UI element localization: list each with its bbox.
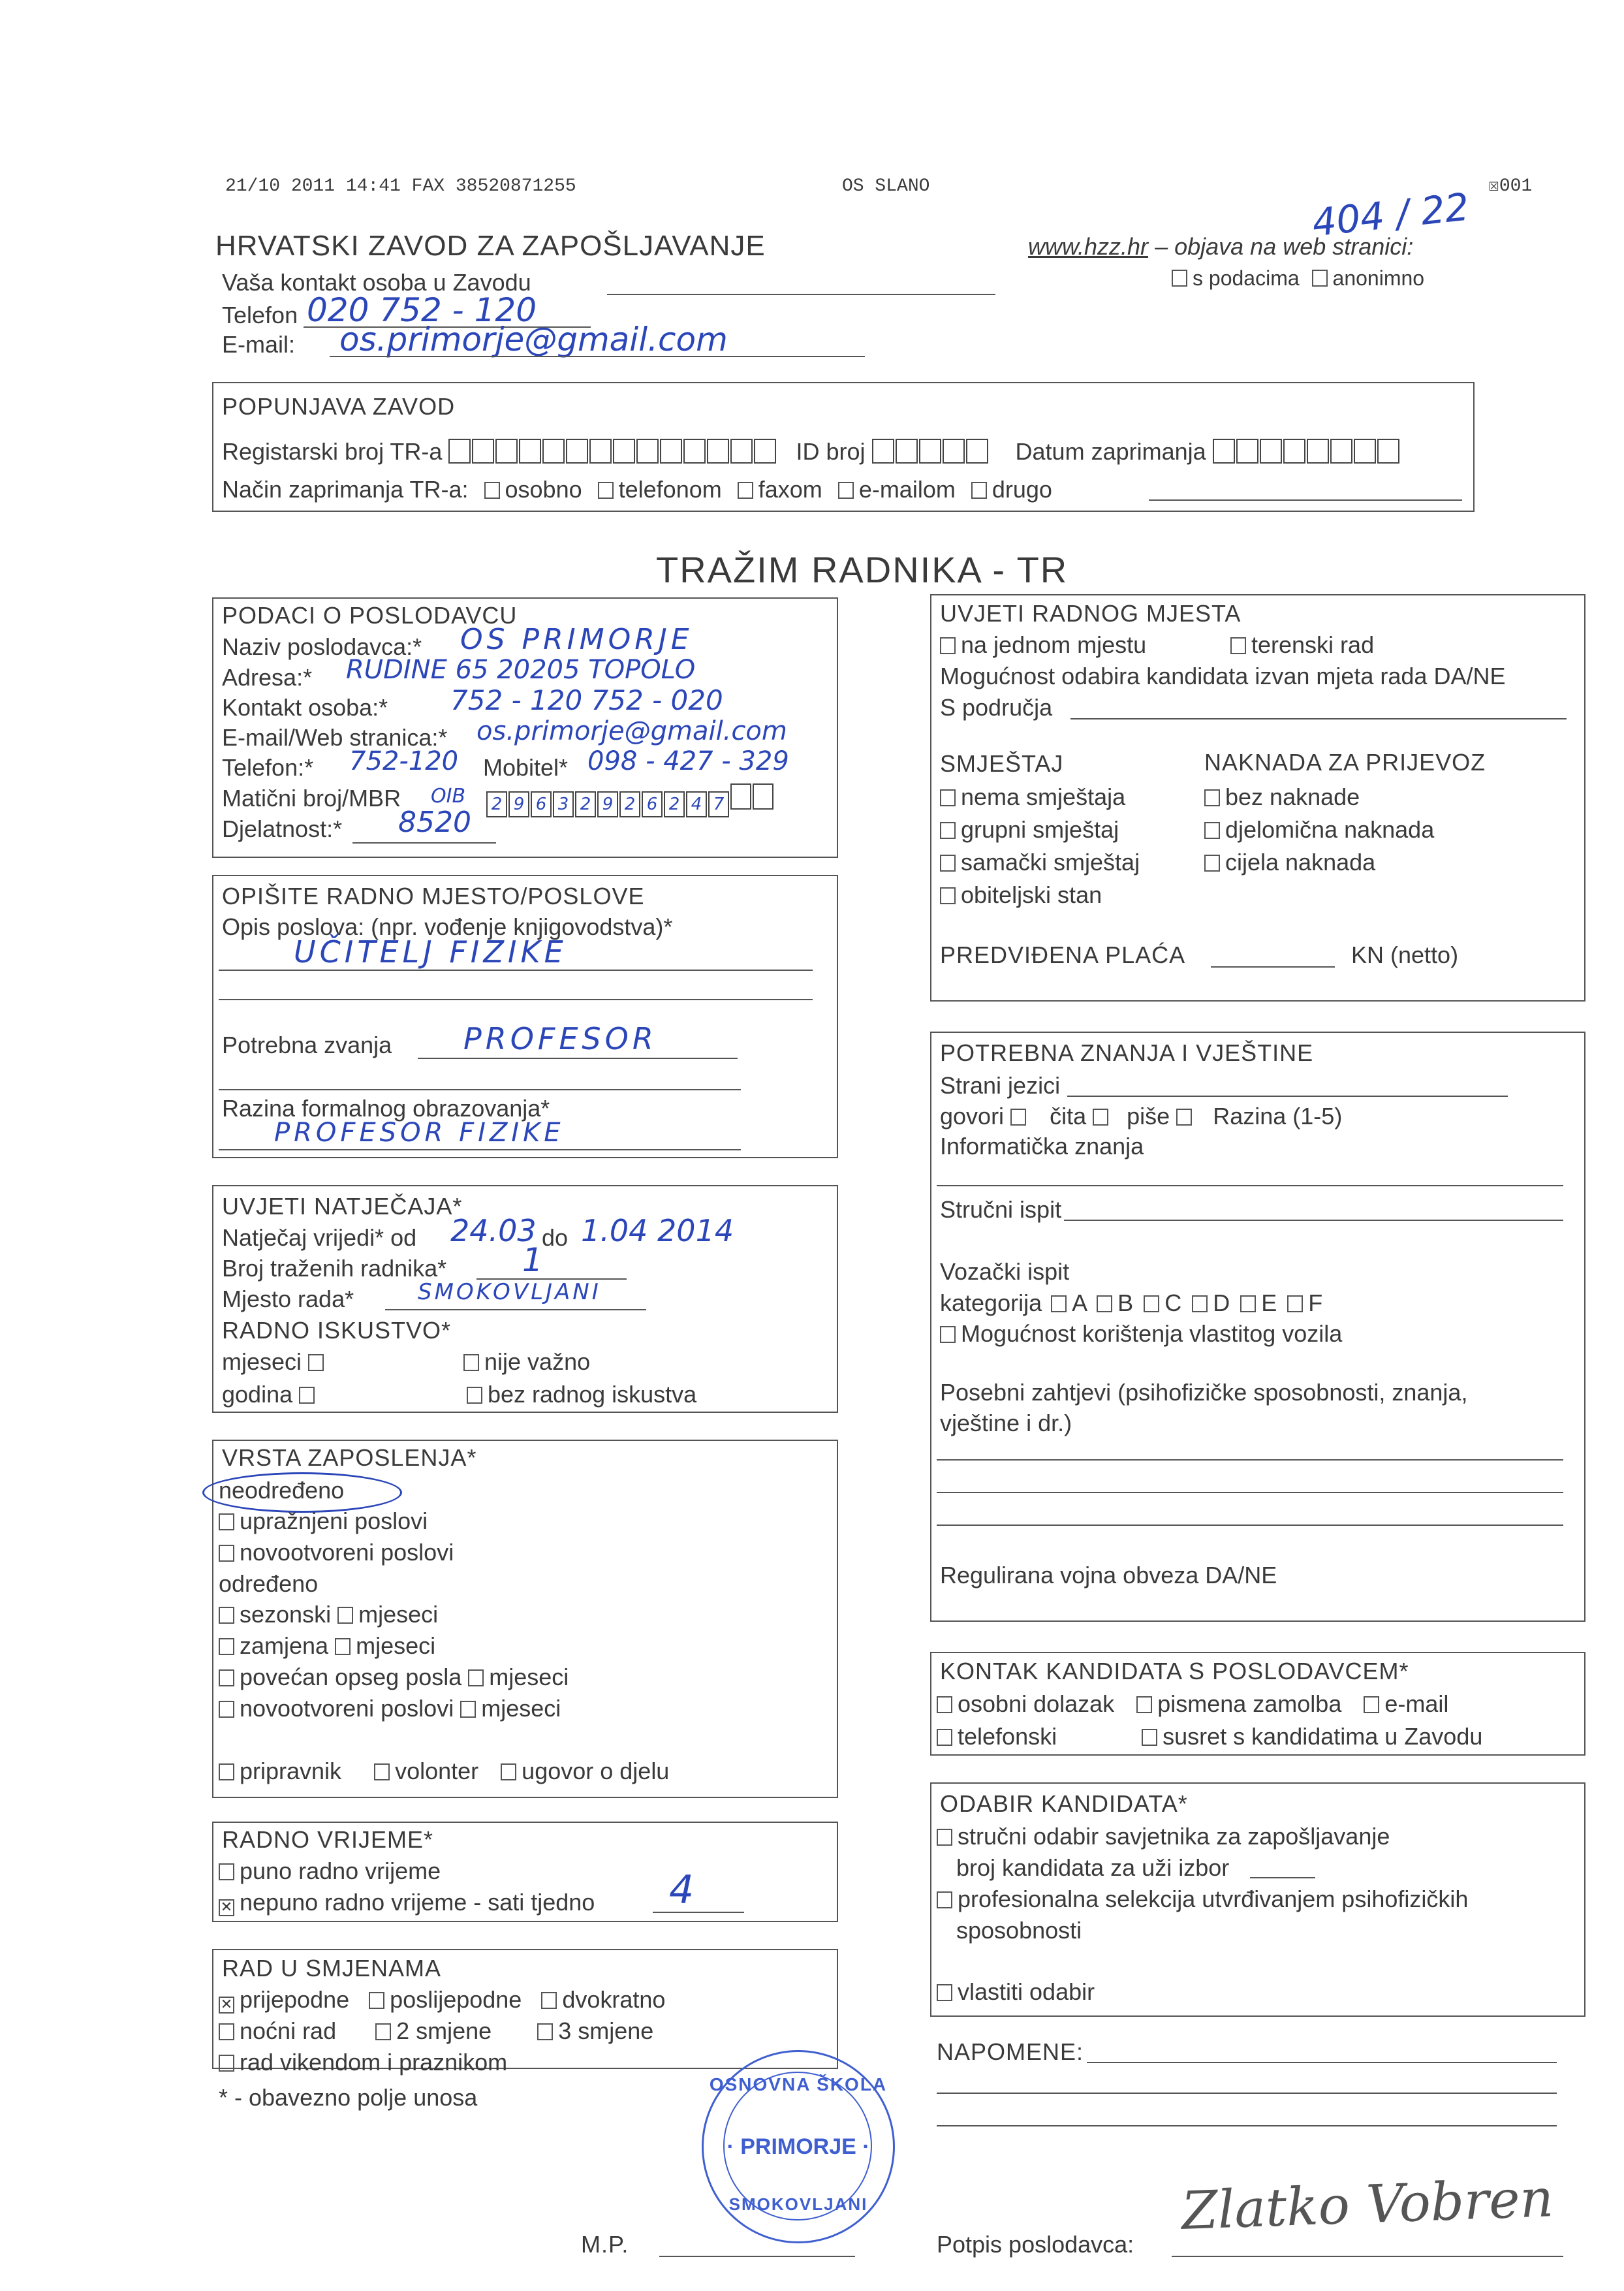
field-work-checkbox[interactable] <box>1230 637 1246 654</box>
cat-a-checkbox[interactable] <box>1051 1295 1067 1312</box>
workplace-title: UVJETI RADNOG MJESTA <box>940 600 1241 627</box>
replacement-months-label: mjeseci <box>356 1632 436 1659</box>
reg-number-label: Registarski broj TR-a <box>222 438 443 465</box>
contract-checkbox[interactable] <box>501 1763 516 1780</box>
professional-selection-label-2: sposobnosti <box>956 1917 1082 1944</box>
employer-email-value: os.primorje@gmail.com <box>476 716 787 746</box>
part-time-checkbox[interactable]: ✕ <box>219 1899 234 1916</box>
replacement-months-box[interactable] <box>335 1638 351 1655</box>
workplace-value: SMOKOVLJANI <box>418 1279 601 1305</box>
job-desc-value: UČITELJ FIZIKE <box>294 934 567 970</box>
method-fax-checkbox[interactable] <box>738 482 753 499</box>
meeting-label: susret s kandidatima u Zavodu <box>1163 1723 1483 1750</box>
cat-e-label: E <box>1261 1289 1277 1316</box>
workers-count-value: 1 <box>522 1241 543 1279</box>
new-jobs-checkbox[interactable] <box>219 1545 234 1562</box>
written-request-label: pismena zamolba <box>1157 1690 1342 1717</box>
part-time-hours-line <box>653 1912 744 1913</box>
employer-title: PODACI O POSLODAVCU <box>222 602 518 629</box>
stamp-line <box>659 2256 855 2257</box>
one-place-label: na jednom mjestu <box>961 631 1147 658</box>
reads-label: čita <box>1050 1103 1087 1130</box>
contact-person-label: Vaša kontakt osoba u Zavodu <box>222 269 531 296</box>
exam-label: Stručni ispit <box>940 1196 1062 1223</box>
exam-line <box>1064 1220 1563 1221</box>
valid-to-value: 1.04 2014 <box>581 1213 734 1248</box>
valid-from-value: 24.03 <box>450 1213 537 1248</box>
two-shifts-label: 2 smjene <box>396 2017 492 2044</box>
increased-months-label: mjeseci <box>489 1664 569 1690</box>
cat-f-label: F <box>1308 1289 1323 1316</box>
employment-title: VRSTA ZAPOSLENJA* <box>222 1444 477 1471</box>
method-email-label: e-mailom <box>858 476 956 503</box>
outside-label: Mogućnost odabira kandidata izvan mjeta rada DA/NE <box>940 663 1506 689</box>
three-shifts-label: 3 smjene <box>558 2017 654 2044</box>
partial-comp-checkbox[interactable] <box>1204 822 1220 839</box>
full-comp-label: cijela naknada <box>1225 849 1376 876</box>
agency-phone-label: Telefon <box>222 302 298 328</box>
employer-email-label: E-mail/Web stranica:* <box>222 724 448 751</box>
professional-selection-label: profesionalna selekcija utvrđivanjem psihofizičkih <box>958 1886 1469 1912</box>
method-other-line <box>1149 499 1462 501</box>
notes-line-3 <box>937 2125 1557 2126</box>
seasonal-checkbox[interactable] <box>219 1607 234 1624</box>
education-value: PROFESOR FIZIKE <box>274 1118 565 1148</box>
method-email-checkbox[interactable] <box>838 482 854 499</box>
employer-name-value: OS PRIMORJE <box>460 623 693 656</box>
activity-line <box>352 842 496 844</box>
employer-mobile-value: 098 - 427 - 329 <box>587 746 789 776</box>
single-housing-label: samački smještaj <box>961 849 1140 876</box>
morning-label: prijepodne <box>240 1986 350 2013</box>
seasonal-label: sezonski <box>240 1601 332 1628</box>
worktime-title: RADNO VRIJEME* <box>222 1826 434 1853</box>
afternoon-label: poslijepodne <box>390 1986 522 2013</box>
vacant-label: upražnjeni poslovi <box>240 1508 428 1534</box>
definite-new-months-box[interactable] <box>460 1701 476 1718</box>
reg-number-boxes[interactable] <box>448 438 777 465</box>
increased-checkbox[interactable] <box>219 1669 234 1686</box>
exp-months-label: mjeseci <box>222 1348 302 1375</box>
expert-selection-checkbox[interactable] <box>937 1829 952 1846</box>
contact-phone-label: telefonski <box>958 1723 1057 1750</box>
profession-line-2 <box>219 1089 741 1090</box>
agency-title: HRVATSKI ZAVOD ZA ZAPOŠLJAVANJE <box>215 230 766 262</box>
method-other-checkbox[interactable] <box>971 482 987 499</box>
method-phone-label: telefonom <box>618 476 722 503</box>
employer-phone-label: Telefon:* <box>222 754 314 781</box>
definite-new-checkbox[interactable] <box>219 1701 234 1718</box>
shortlist-line <box>1250 1877 1315 1878</box>
own-selection-label: vlastiti odabir <box>958 1978 1095 2005</box>
driving-label: Vozački ispit <box>940 1258 1070 1285</box>
speaks-checkbox[interactable] <box>1010 1109 1026 1126</box>
own-car-label: Mogućnost korištenja vlastitog vozila <box>961 1320 1343 1347</box>
region-line <box>1070 718 1567 719</box>
definite-new-months-label: mjeseci <box>481 1695 561 1722</box>
stamp-bottom-text: SMOKOVLJANI <box>728 2194 868 2214</box>
salary-label: PREDVIĐENA PLAĆA <box>940 941 1186 968</box>
method-personal-label: osobno <box>505 476 582 503</box>
workplace-line <box>385 1309 646 1310</box>
it-skills-label: Informatička znanja <box>940 1133 1144 1160</box>
form-title: TRAŽIM RADNIKA - TR <box>656 549 1069 590</box>
full-time-checkbox[interactable] <box>219 1863 234 1880</box>
contact-email-checkbox[interactable] <box>1364 1696 1379 1713</box>
employer-mobile-label: Mobitel* <box>483 754 569 781</box>
one-place-checkbox[interactable] <box>940 637 956 654</box>
full-comp-checkbox[interactable] <box>1204 855 1220 872</box>
trainee-label: pripravnik <box>240 1758 342 1784</box>
contact-email-label: e-mail <box>1384 1690 1449 1717</box>
no-comp-label: bez naknade <box>1225 783 1360 810</box>
received-date-label: Datum zaprimanja <box>1015 438 1206 465</box>
job-desc-line-1 <box>219 970 813 971</box>
weekend-checkbox[interactable] <box>219 2055 234 2072</box>
exp-months-box[interactable] <box>308 1354 324 1371</box>
cat-b-checkbox[interactable] <box>1097 1295 1112 1312</box>
job-title: OPIŠITE RADNO MJESTO/POSLOVE <box>222 883 645 909</box>
family-housing-checkbox[interactable] <box>940 887 956 904</box>
two-shifts-checkbox[interactable] <box>375 2023 391 2040</box>
contact-person-line <box>607 294 995 295</box>
volunteer-label: volonter <box>395 1758 479 1784</box>
workplace-label: Mjesto rada* <box>222 1286 354 1312</box>
exp-years-label: godina <box>222 1381 293 1408</box>
received-date-boxes[interactable] <box>1213 438 1401 465</box>
employer-activity-value: 8520 <box>398 806 471 839</box>
no-experience-checkbox[interactable] <box>467 1387 482 1404</box>
employer-activity-label: Djelatnost:* <box>222 815 343 842</box>
publish-data-checkbox[interactable] <box>1172 270 1187 287</box>
contact-phone-checkbox[interactable] <box>937 1729 952 1746</box>
replacement-checkbox[interactable] <box>219 1638 234 1655</box>
category-label: kategorija <box>940 1289 1042 1316</box>
fax-page: ☒001 <box>1488 176 1533 197</box>
profession-line <box>418 1058 738 1059</box>
employer-contact-value: 752 - 120 752 - 020 <box>450 684 723 716</box>
method-personal-checkbox[interactable] <box>484 482 500 499</box>
employer-phone-value: 752-120 <box>349 746 459 776</box>
it-skills-line <box>937 1185 1563 1186</box>
employer-address-label: Adresa:* <box>222 664 313 691</box>
agency-email-label: E-mail: <box>222 331 296 358</box>
method-phone-checkbox[interactable] <box>598 482 614 499</box>
special-line-2 <box>937 1492 1563 1493</box>
salary-unit: KN (netto) <box>1351 941 1459 968</box>
education-line <box>219 1149 741 1150</box>
selection-title: ODABIR KANDIDATA* <box>940 1790 1188 1817</box>
cat-a-label: A <box>1072 1289 1087 1316</box>
field-work-label: terenski rad <box>1251 631 1375 658</box>
salary-line <box>1211 966 1335 968</box>
seasonal-months-label: mjeseci <box>358 1601 439 1628</box>
cat-b-label: B <box>1117 1289 1134 1316</box>
signature-line <box>1172 2256 1563 2257</box>
job-desc-line-2 <box>219 999 813 1000</box>
publish-anon-label: anonimno <box>1332 266 1425 290</box>
conditions-title: UVJETI NATJEČAJA* <box>222 1193 463 1220</box>
professional-selection-checkbox[interactable] <box>937 1891 952 1908</box>
fax-sender: OS SLANO <box>842 176 930 197</box>
increased-months-box[interactable] <box>468 1669 484 1686</box>
receipt-method-label: Način zaprimanja TR-a: <box>222 476 469 503</box>
school-stamp <box>702 2050 895 2243</box>
publish-label: – objava na web stranici: <box>1155 233 1414 260</box>
stamp-center-text: · PRIMORJE · <box>726 2134 870 2159</box>
seasonal-months-box[interactable] <box>337 1607 353 1624</box>
method-fax-label: faxom <box>758 476 822 503</box>
signature: Zlatko Vobren <box>1180 2168 1555 2241</box>
experience-title: RADNO ISKUSTVO* <box>222 1317 452 1344</box>
afternoon-checkbox[interactable] <box>369 1992 384 2009</box>
part-time-hours: 4 <box>669 1867 695 1913</box>
fax-header: 21/10 2011 14:41 FAX 38520871255 <box>225 176 576 197</box>
reads-checkbox[interactable] <box>1093 1109 1108 1126</box>
employer-oib-prefix: OIB <box>431 785 466 808</box>
double-label: dvokratno <box>562 1986 666 2013</box>
special-label: Posebni zahtjevi (psihofizičke sposobnosti, znanja, <box>940 1379 1468 1406</box>
family-housing-label: obiteljski stan <box>961 881 1102 908</box>
languages-label: Strani jezici <box>940 1072 1061 1099</box>
vacant-checkbox[interactable] <box>219 1513 234 1530</box>
cat-f-checkbox[interactable] <box>1287 1295 1303 1312</box>
group-housing-label: grupni smještaj <box>961 816 1119 843</box>
meeting-checkbox[interactable] <box>1142 1729 1157 1746</box>
fax-page-number: 001 <box>1499 176 1533 197</box>
agency-email-value: os.primorje@gmail.com <box>339 321 728 358</box>
not-important-label: nije važno <box>484 1348 591 1375</box>
languages-line <box>1067 1096 1508 1097</box>
full-time-label: puno radno vrijeme <box>240 1857 441 1884</box>
shifts-title: RAD U SMJENAMA <box>222 1955 442 1982</box>
definite-new-label: novootvoreni poslovi <box>240 1695 454 1722</box>
id-label: ID broj <box>796 438 866 465</box>
personal-visit-label: osobni dolazak <box>958 1690 1115 1717</box>
required-note: * - obavezno polje unosa <box>219 2084 478 2111</box>
employer-contact-label: Kontakt osoba:* <box>222 694 388 721</box>
indefinite-label: neodređeno <box>219 1477 345 1504</box>
employer-address-value: RUDINE 65 20205 TOPOLO <box>346 655 696 685</box>
stamp-label: M.P. <box>581 2231 629 2258</box>
id-boxes[interactable] <box>872 438 990 465</box>
special-label-2: vještine i dr.) <box>940 1410 1072 1436</box>
expert-selection-label: stručni odabir savjetnika za zapošljavanje <box>958 1823 1390 1850</box>
agency-email-line <box>330 356 865 357</box>
speaks-label: govori <box>940 1103 1005 1130</box>
cat-c-label: C <box>1164 1289 1182 1316</box>
method-other-label: drugo <box>992 476 1052 503</box>
publish-data-label: s podacima <box>1193 266 1300 290</box>
publish-anon-checkbox[interactable] <box>1312 270 1328 287</box>
not-important-checkbox[interactable] <box>463 1354 479 1371</box>
cat-d-label: D <box>1213 1289 1230 1316</box>
new-jobs-label: novootvoreni poslovi <box>240 1539 454 1566</box>
agency-phone-value: 020 752 - 120 <box>307 291 537 329</box>
weekend-label: rad vikendom i praznikom <box>240 2049 508 2076</box>
volunteer-checkbox[interactable] <box>374 1763 390 1780</box>
own-car-checkbox[interactable] <box>940 1326 956 1343</box>
no-housing-label: nema smještaja <box>961 783 1126 810</box>
contract-label: ugovor o djelu <box>522 1758 670 1784</box>
no-experience-label: bez radnog iskustva <box>488 1381 697 1408</box>
agency-website[interactable]: www.hzz.hr <box>1028 233 1149 260</box>
morning-checkbox[interactable]: ✕ <box>219 1997 234 2014</box>
exp-years-box[interactable] <box>299 1387 315 1404</box>
double-checkbox[interactable] <box>541 1992 557 2009</box>
night-label: noćni rad <box>240 2017 337 2044</box>
employer-mb-label: Matični broj/MBR <box>222 785 401 812</box>
employer-name-label: Naziv poslodavca:* <box>222 633 422 660</box>
valid-from-label: Natječaj vrijedi* od <box>222 1224 417 1251</box>
region-label: S područja <box>940 694 1053 721</box>
corner-note: 404 / 22 <box>1310 184 1471 245</box>
no-comp-checkbox[interactable] <box>1204 789 1220 806</box>
trainee-checkbox[interactable] <box>219 1763 234 1780</box>
education-label: Razina formalnog obrazovanja* <box>222 1095 550 1122</box>
notes-line-2 <box>937 2093 1557 2094</box>
cat-c-checkbox[interactable] <box>1144 1295 1159 1312</box>
group-housing-checkbox[interactable] <box>940 822 956 839</box>
notes-label: NAPOMENE: <box>937 2038 1084 2065</box>
skills-title: POTREBNA ZNANJA I VJEŠTINE <box>940 1039 1314 1066</box>
replacement-label: zamjena <box>240 1632 329 1659</box>
writes-checkbox[interactable] <box>1176 1109 1192 1126</box>
writes-label: piše <box>1127 1103 1170 1130</box>
definite-label: određeno <box>219 1570 319 1597</box>
profession-label: Potrebna zvanja <box>222 1032 392 1058</box>
military-label: Regulirana vojna obveza DA/NE <box>940 1562 1277 1588</box>
written-request-checkbox[interactable] <box>1136 1696 1152 1713</box>
own-selection-checkbox[interactable] <box>937 1984 952 2001</box>
employer-oib-cells[interactable]: 2 9 6 3 2 9 2 6 2 4 7 <box>486 783 775 817</box>
no-housing-checkbox[interactable] <box>940 789 956 806</box>
night-checkbox[interactable] <box>219 2023 234 2040</box>
three-shifts-checkbox[interactable] <box>537 2023 553 2040</box>
cat-d-checkbox[interactable] <box>1192 1295 1208 1312</box>
shortlist-label: broj kandidata za uži izbor <box>956 1854 1230 1881</box>
stamp-top-text: OSNOVNA ŠKOLA <box>709 2074 888 2094</box>
special-line-3 <box>937 1525 1563 1526</box>
valid-to-label: do <box>542 1224 569 1251</box>
travel-title: NAKNADA ZA PRIJEVOZ <box>1204 749 1486 776</box>
special-line-1 <box>937 1459 1563 1461</box>
office-title: POPUNJAVA ZAVOD <box>222 393 456 420</box>
housing-title: SMJEŠTAJ <box>940 750 1064 777</box>
part-time-label: nepuno radno vrijeme - sati tjedno <box>240 1889 595 1916</box>
job-desc-label: Opis poslova: (npr. vođenje knjigovodstva)* <box>222 913 673 940</box>
notes-line-1 <box>1087 2062 1557 2063</box>
level-label: Razina (1-5) <box>1213 1103 1343 1130</box>
contact-title: KONTAK KANDIDATA S POSLODAVCEM* <box>940 1658 1409 1684</box>
profession-value: PROFESOR <box>463 1021 657 1056</box>
personal-visit-checkbox[interactable] <box>937 1696 952 1713</box>
signature-label: Potpis poslodavca: <box>937 2231 1134 2258</box>
cat-e-checkbox[interactable] <box>1240 1295 1256 1312</box>
single-housing-checkbox[interactable] <box>940 855 956 872</box>
increased-label: povećan opseg posla <box>240 1664 462 1690</box>
workers-count-label: Broj traženih radnika* <box>222 1255 447 1282</box>
partial-comp-label: djelomična naknada <box>1225 816 1435 843</box>
